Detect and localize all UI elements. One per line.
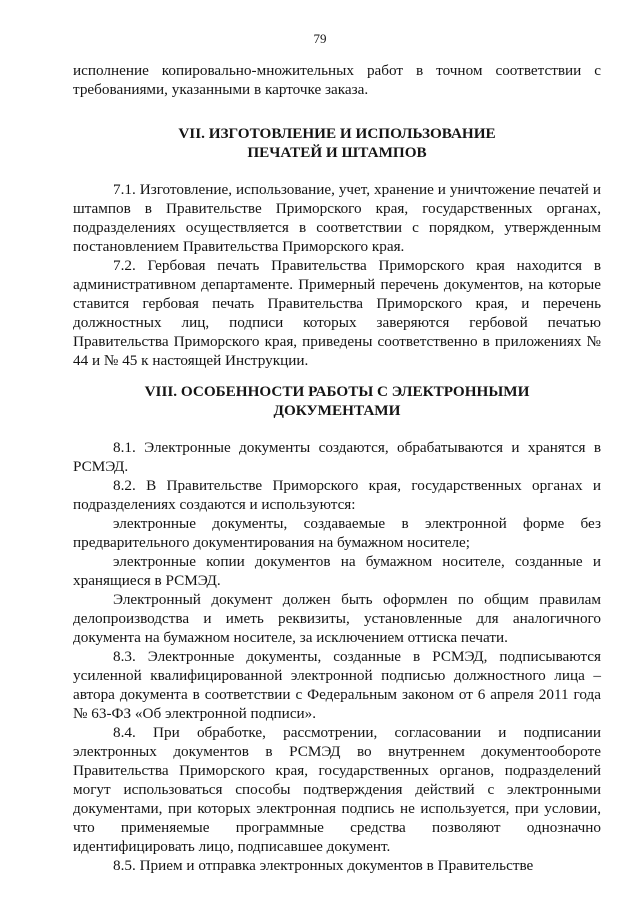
section-title [73, 124, 601, 162]
paragraph-8-1: 8.1. Электронные документы создаются, обрабатываются и хранятся в РСМЭД. [73, 439, 601, 475]
section-8-heading [73, 382, 601, 420]
paragraph-7-1: 7.1. Изготовление, использование, учет, хранение и уничтожение печатей и штампов в Правительстве Приморского края, государственных органах, подразделениях осуществляется в соответствии с порядком, утвержденным постановлением Правительства Приморского края. [73, 181, 601, 255]
paragraph-8-2-item-1: электронные документы, создаваемые в электронной форме без предварительного документирования на бумажном носителе; [73, 515, 601, 551]
section-8-body [73, 438, 601, 875]
intro-paragraph-block [73, 61, 601, 99]
section-title-line: ПЕЧАТЕЙ И ШТАМПОВ [247, 144, 427, 161]
paragraph-7-2: 7.2. Гербовая печать Правительства Приморского края находится в административном департаменте. Примерный перечень документов, на которые ставится гербовая печать Правительства Приморского края, и перечень должностных лиц, подписи которых заверяются гербовой печатью Правительства Приморского края, приведены соответственно в приложениях № 44 и № 45 к настоящей Инструкции. [73, 257, 601, 369]
paragraph-8-4: 8.4. При обработке, рассмотрении, согласовании и подписании электронных документов в РСМЭД во внутреннем документообороте Правительства Приморского края, государственных органов, подразделений могут использоваться способы подтверждения действий с электронными документами, при которых электронная подпись не используется, при условии, что применяемые программные средства позволяют однозначно идентифицировать лицо, подписавшее документ. [73, 724, 601, 855]
page-number: 79 [313, 31, 327, 46]
section-7-body [73, 180, 601, 370]
paragraph-8-3: 8.3. Электронные документы, созданные в РСМЭД, подписываются усиленной квалифицированной электронной подписью должностного лица – автора документа в соответствии с Федеральным законом от 6 апреля 2011 года № 63-ФЗ «Об электронной подписи». [73, 648, 601, 722]
paragraph-8-2-item-2: электронные копии документов на бумажном носителе, созданные и хранящиеся в РСМЭД. [73, 553, 601, 589]
paragraph-8-2-note: Электронный документ должен быть оформлен по общим правилам делопроизводства и иметь реквизиты, установленные для аналогичного документа на бумажном носителе, за исключением оттиска печати. [73, 591, 601, 646]
paragraph-8-5: 8.5. Прием и отправка электронных документов в Правительстве [113, 857, 534, 874]
paragraph-8-2: 8.2. В Правительстве Приморского края, государственных органах и подразделениях создаются и используются: [73, 477, 601, 513]
section-title-line: VIII. ОСОБЕННОСТИ РАБОТЫ С ЭЛЕКТРОННЫМИ [144, 383, 530, 400]
section-title-line: ДОКУМЕНТАМИ [273, 402, 401, 419]
intro-paragraph: исполнение копировально-множительных работ в точном соответствии с требованиями, указанными в карточке заказа. [73, 62, 601, 98]
section-title-line: VII. ИЗГОТОВЛЕНИЕ И ИСПОЛЬЗОВАНИЕ [178, 125, 496, 142]
section-7-heading [73, 124, 601, 162]
section-title [73, 382, 601, 420]
